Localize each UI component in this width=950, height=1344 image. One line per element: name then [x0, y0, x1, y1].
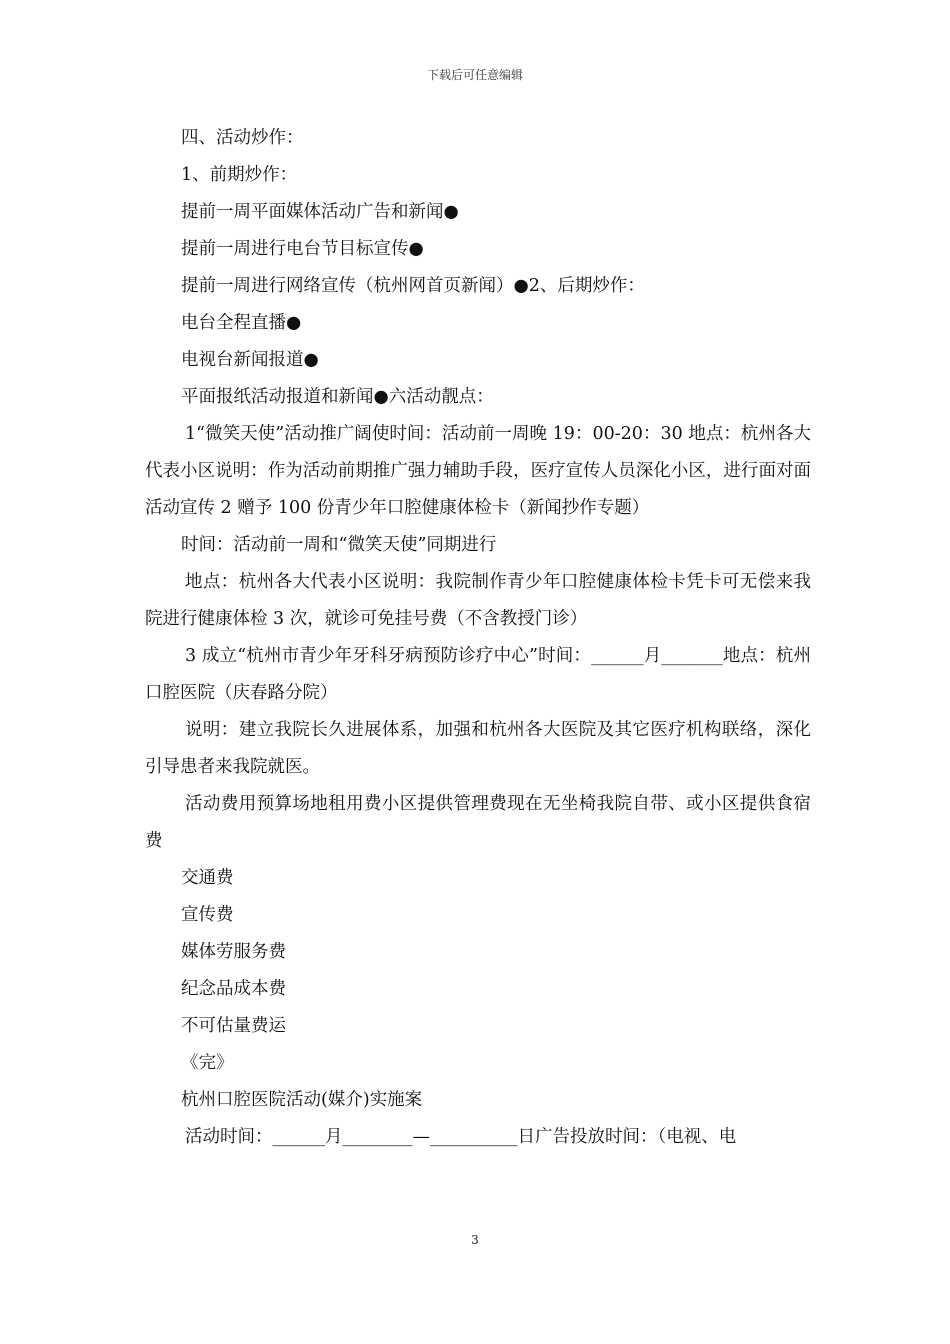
paragraph: 纪念品成本费	[181, 979, 286, 999]
paragraph: 3 成立“杭州市青少年牙科牙病预防诊疗中心”时间：______月_______地点：杭州口腔医院（庆春路分院）	[145, 646, 811, 703]
paragraph: 电视台新闻报道●	[181, 350, 319, 370]
document-body	[145, 120, 811, 1156]
paragraph: 活动时间：______月________—__________日广告投放时间：（电视、电	[185, 1127, 737, 1147]
paragraph: 电台全程直播●	[181, 313, 302, 333]
paragraph: 提前一周平面媒体活动广告和新闻●	[181, 202, 459, 222]
paragraph: 时间：活动前一周和“微笑天使”同期进行	[181, 535, 497, 555]
paragraph: 交通费	[181, 868, 234, 888]
paragraph: 平面报纸活动报道和新闻●六活动靓点：	[181, 387, 494, 407]
section-heading: 四、活动炒作：	[181, 128, 304, 148]
paragraph: 说明：建立我院长久进展体系，加强和杭州各大医院及其它医疗机构联络，深化引导患者来我院就医。	[145, 720, 811, 777]
paragraph: 提前一周进行网络宣传（杭州网首页新闻）●2、后期炒作：	[181, 276, 645, 296]
paragraph: 地点：杭州各大代表小区说明：我院制作青少年口腔健康体检卡凭卡可无偿来我院进行健康体检 3 次，就诊可免挂号费（不含教授门诊）	[145, 572, 811, 629]
paragraph: 媒体劳服务费	[181, 942, 286, 962]
paragraph: 1“微笑天使”活动推广阔使时间：活动前一周晚 19：00-20：30 地点：杭州各大代表小区说明：作为活动前期推广强力辅助手段，医疗宣传人员深化小区，进行面对面活动宣传 2 赠予 100 份青少年口腔健康体检卡（新闻抄作专题）	[145, 424, 811, 518]
document-title: 杭州口腔医院活动(媒介)实施案	[181, 1090, 423, 1110]
subsection-heading: 1、前期炒作：	[181, 165, 298, 185]
paragraph: 提前一周进行电台节目标宣传●	[181, 239, 424, 259]
paragraph: 不可估量费运	[181, 1016, 286, 1036]
page-number: 3	[471, 1233, 479, 1247]
paragraph: 活动费用预算场地租用费小区提供管理费现在无坐椅我院自带、或小区提供食宿费	[145, 794, 811, 851]
paragraph: 宣传费	[181, 905, 234, 925]
paragraph: 《完》	[181, 1053, 234, 1073]
page-header: 下载后可任意编辑	[426, 68, 523, 82]
